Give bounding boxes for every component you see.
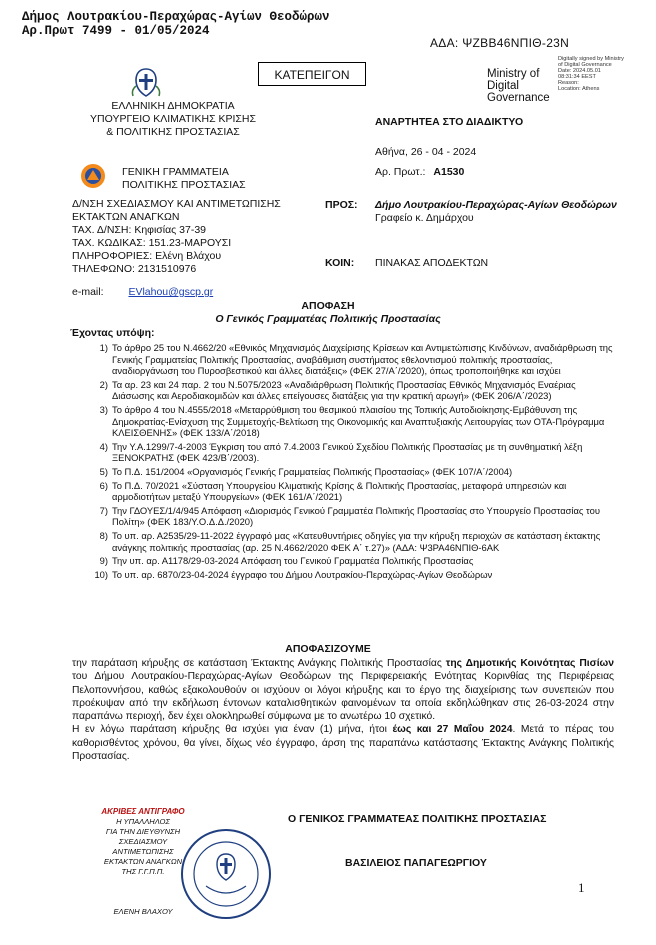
list-item: 3) Το άρθρο 4 του Ν.4555/2018 «Μεταρρύθμιση του θεσμικού πλαισίου της Τοπικής Αυτοδιοίκησης-Εμβάθυνση της Δημοκρατίας-Ενίσχυση της Συμμετοχής-Βελτίωση της Οικονομικής και Αναπτυξιακής Λειτουργίας των ΟΤΑ-Πρόγραμμα ΚΛΕΙΣΘΕΝΗΣ» (ΦΕΚ 133/Α΄/2018) — [99, 403, 605, 439]
digital-governance-logo: Ministry of Digital Governance — [487, 68, 550, 104]
list-item: 5) Το Π.Δ. 151/2004 «Οργανισμός Γενικής Γραμματείας Πολιτικής Προστασίας» (ΦΕΚ 107/Α΄/2004) — [99, 465, 513, 477]
decision-body — [72, 657, 614, 763]
true-copy-stamp: ΑΚΡΙΒΕΣ ΑΝΤΙΓΡΑΦΟ Η ΥΠΑΛΛΗΛΟΣ ΓΙΑ ΤΗΝ ΔΙΕΥΘΥΝΣΗ ΣΧΕΔΙΑΣΜΟΥ ΑΝΤΙΜΕΤΩΠΙΣΗΣ ΕΚΤΑΚΤΩΝ ΑΝΑΓΚΩΝ ΤΗΣ Γ.Γ.Π.Π. ΕΛΕΝΗ ΒΛΑΧΟΥ — [101, 807, 185, 916]
list-item: 6) Το Π.Δ. 70/2021 «Σύσταση Υπουργείου Κλιματικής Κρίσης & Πολιτικής Προστασίας, μεταφορά υπηρεσιών και αρμοδιοτήτων μεταξύ Υπουργείων» (ΦΕΚ 161/Α΄/2021) — [99, 479, 567, 503]
official-seal-icon — [176, 824, 276, 924]
email-row — [72, 286, 213, 298]
municipality-header: Δήμος Λουτρακίου-Περαχώρας-Αγίων Θεοδώρων — [22, 10, 330, 24]
digital-signature: Digitally signed by Ministry of Digital Governance Date: 2024.05.01 08:31:34 EEST Reason: Location: Athens — [558, 56, 624, 92]
list-item: 7) Την ΓΔΟΥΕΣ/1/4/945 Απόφαση «Διορισμός Γενικού Γραμματέα Πολιτικής Προστασίας στο Υπουργείο Προστασίας του Πολίτη» (ΦΕΚ 183/Υ.Ο.Δ.Δ./2020) — [99, 504, 600, 528]
list-item: 4) Την Υ.Α.1299/7-4-2003 Έγκριση του από 7.4.2003 Γενικού Σχεδίου Πολιτικής Προστασίας με τη συνθηματική λέξη ΞΕΝΟΚΡΑΤΗΣ (ΦΕΚ 423/Β΄/2003). — [99, 440, 583, 464]
secretary-title: Ο ΓΕΝΙΚΟΣ ΓΡΑΜΜΑΤΕΑΣ ΠΟΛΙΤΙΚΗΣ ΠΡΟΣΤΑΣΙΑΣ — [288, 813, 547, 825]
list-item: 1) Το άρθρο 25 του Ν.4662/20 «Εθνικός Μηχανισμός Διαχείρισης Κρίσεων και Αντιμετώπισης Κινδύνων, αναδιάρθρωση της Γενικής Γραμματείας Πολιτικής Προστασίας, αναβάθμιση συστήματος εθελοντισμού πολιτικής προστασίας, αναδιοργάνωση του Πυροσβεστικού και άλλες διατάξεις» (ΦΕΚ 27/Α΄/2020), όπως τροποποιήθηκε και ισχύει — [99, 342, 613, 377]
recipient-name: Δήμο Λουτρακίου-Περαχώρας-Αγίων Θεοδώρων — [375, 199, 617, 211]
protocol-number: Αρ. Πρωτ.: Α1530 — [375, 166, 465, 178]
decide-heading: ΑΠΟΦΑΣΙΖΟΥΜΕ — [285, 643, 371, 655]
list-item: 9) Την υπ. αρ. Α1178/29-03-2024 Απόφαση του Γενικού Γραμματέα Πολιτικής Προστασίας — [99, 555, 474, 567]
references-list — [94, 342, 614, 582]
department-block: Δ/ΝΣΗ ΣΧΕΔΙΑΣΜΟΥ ΚΑΙ ΑΝΤΙΜΕΤΩΠΙΣΗΣ ΕΚΤΑΚΤΩΝ ΑΝΑΓΚΩΝ ΤΑΧ. Δ/ΝΣΗ: Κηφισίας 37-39 ΤΑΧ. ΚΩΔΙΚΑΣ: 151.23-ΜΑΡΟΥΣΙ ΠΛΗΡΟΦΟΡΙΕΣ: Ελένη Βλάχου ΤΗΛΕΦΩΝΟ: 2131510976 — [72, 198, 281, 275]
list-item: 2) Τα αρ. 23 και 24 παρ. 2 του Ν.5075/2023 «Αναδιάρθρωση Πολιτικής Προστασίας Εθνικός Μηχανισμός Εναέριας Διάσωσης και Αεροδιακομιδών και άλλες επείγουσες διατάξεις για την κρατική αρωγή» (ΦΕΚ 206/Α΄/2023) — [99, 378, 576, 402]
secretariat-block: ΓΕΝΙΚΗ ΓΡΑΜΜΑΤΕΙΑ ΠΟΛΙΤΙΚΗΣ ΠΡΟΣΤΑΣΙΑΣ — [122, 166, 246, 191]
email-label: e-mail: — [72, 286, 104, 298]
decision-title: ΑΠΟΦΑΣΗ — [301, 300, 355, 312]
decision-paragraph-1: την παράταση κήρυξης σε κατάσταση Έκτακτης Ανάγκης Πολιτικής Προστασίας της Δημοτικής Κοινότητας Πισίων του Δήμου Λουτρακίου-Περαχώρας-Αγίων Θεοδώρων της Περιφερειακής Ενότητας Κορινθίας της Περιφέρειας Πελοποννήσου, καθώς εξακολουθούν οι ισχύουν οι λόγοι κήρυξης και το έργο της διαχείρισης των συνεπειών που προέκυψαν από την εκδήλωση έντονων καταλισθητικών φαινομένων τα οποία εκδηλώθηκαν στις 26-03-2024 στην παραπάνω περιοχή, δεν έχει ολοκληρωθεί σύμφωνα με το ανωτέρω 10 σχετικό. — [72, 658, 614, 723]
cc-list: ΠΙΝΑΚΑΣ ΑΠΟΔΕΚΤΩΝ — [375, 257, 489, 269]
considering-heading: Έχοντας υπόψη: — [70, 327, 155, 339]
urgent-box: ΚΑΤΕΠΕΙΓΟΝ — [258, 62, 366, 86]
ministry-block: ΕΛΛΗΝΙΚΗ ΔΗΜΟΚΡΑΤΙΑ ΥΠΟΥΡΓΕΙΟ ΚΛΙΜΑΤΙΚΗΣ ΚΡΙΣΗΣ & ΠΟΛΙΤΙΚΗΣ ΠΡΟΣΤΑΣΙΑΣ — [90, 100, 256, 138]
recipient-office: Γραφείο κ. Δημάρχου — [375, 212, 474, 224]
email-link[interactable]: EVlahou@gscp.gr — [128, 286, 214, 298]
decision-subtitle: Ο Γενικός Γραμματέας Πολιτικής Προστασίας — [215, 313, 441, 325]
secretary-name: ΒΑΣΙΛΕΙΟΣ ΠΑΠΑΓΕΩΡΓΙΟΥ — [345, 857, 487, 869]
cc-label: ΚΟΙΝ: — [325, 257, 355, 269]
post-online-note: ΑΝΑΡΤΗΤΕΑ ΣΤΟ ΔΙΑΔΙΚΤΥΟ — [375, 116, 524, 128]
civil-protection-logo-icon — [80, 162, 106, 190]
protocol-header: Αρ.Πρωτ 7499 - 01/05/2024 — [22, 24, 210, 38]
to-label: ΠΡΟΣ: — [325, 199, 358, 211]
decision-paragraph-2: Η εν λόγω παράταση κήρυξης θα ισχύει για έναν (1) μήνα, ήτοι έως και 27 Μαΐου 2024. Μετά το πέρας του καθορισθέντος χρόνου, θα γίνει, δίχως νέο έγγραφο, άρση της παραπάνω κατάστασης Έκτακτης Ανάγκης Πολιτικής Προστασίας. — [72, 724, 614, 763]
list-item: 8) Το υπ. αρ. Α2535/29-11-2022 έγγραφό μας «Κατευθυντήριες οδηγίες για την κήρυξη περιοχών σε κατάσταση έκτακτης ανάγκης πολιτικής προστασίας (αρ. 25 Ν.4662/2020 ΦΕΚ Α΄ τ.27)» (ΑΔΑ: Ψ3ΡΑ46ΝΠΙΘ-6ΑΚ — [99, 529, 601, 553]
greek-emblem-icon — [128, 66, 164, 100]
list-item: 10) Το υπ. αρ. 6870/23-04-2024 έγγραφο του Δήμου Λουτρακίου-Περαχώρας-Αγίων Θεοδώρων — [94, 568, 493, 580]
ada-code: ΑΔΑ: ΨΖΒΒ46ΝΠΙΘ-23Ν — [430, 36, 570, 50]
page-number: 1 — [578, 880, 585, 895]
document-date: Αθήνα, 26 - 04 - 2024 — [375, 146, 477, 158]
